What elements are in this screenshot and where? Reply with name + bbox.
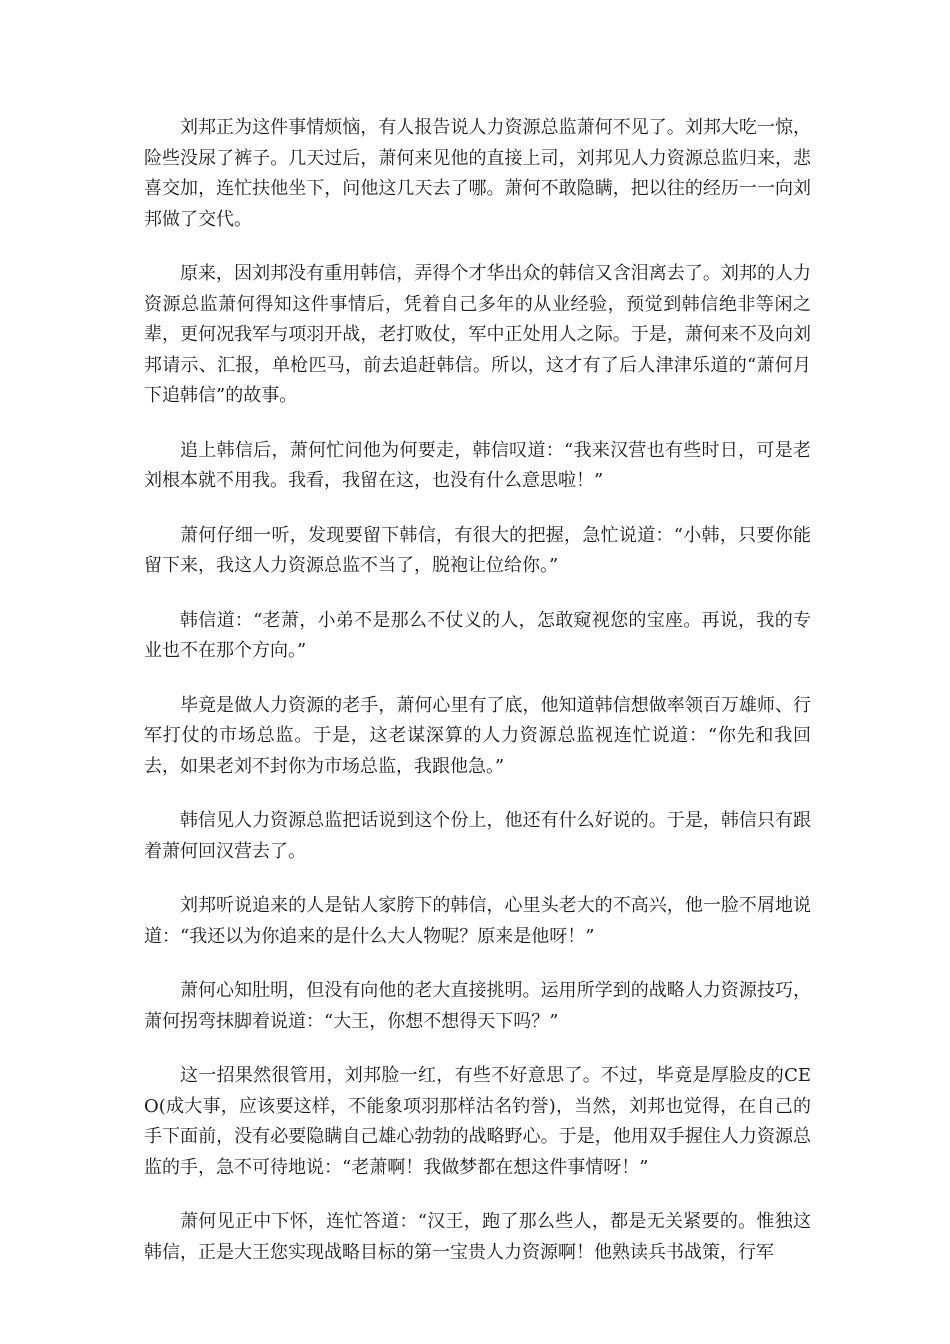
paragraph-2: 原来，因刘邦没有重用韩信，弄得个才华出众的韩信又含泪离去了。刘邦的人力资源总监萧何得知这件事情后，凭着自己多年的从业经验，预觉到韩信绝非等闲之辈，更何况我军与项羽开战，老打败仗，军中正处用人之际。于是，萧何来不及向刘邦请示、汇报，单枪匹马，前去追赶韩信。所以，这才有了后人津津乐道的“萧何月下追韩信”的故事。 bbox=[144, 263, 811, 406]
paragraph-6: 毕竟是做人力资源的老手，萧何心里有了底，他知道韩信想做率领百万雄师、行军打仗的市场总监。于是，这老谋深算的人力资源总监视连忙说道：“你先和我回去，如果老刘不封你为市场总监，我跟他急。” bbox=[144, 694, 811, 777]
document-body bbox=[144, 113, 811, 1292]
paragraph-7: 韩信见人力资源总监把话说到这个份上，他还有什么好说的。于是，韩信只有跟着萧何回汉营去了。 bbox=[144, 810, 811, 862]
paragraph-1: 刘邦正为这件事情烦恼，有人报告说人力资源总监萧何不见了。刘邦大吃一惊，险些没尿了裤子。几天过后，萧何来见他的直接上司，刘邦见人力资源总监归来，悲喜交加，连忙扶他坐下，问他这几天去了哪。萧何不敢隐瞒，把以往的经历一一向刘邦做了交代。 bbox=[144, 117, 811, 230]
paragraph-5: 韩信道：“老萧，小弟不是那么不仗义的人，怎敢窥视您的宝座。再说，我的专业也不在那个方向。” bbox=[144, 609, 811, 661]
paragraph-4: 萧何仔细一听，发现要留下韩信，有很大的把握，急忙说道：“小韩，只要你能留下来，我这人力资源总监不当了，脱袍让位给你。” bbox=[144, 524, 811, 576]
paragraph-8: 刘邦听说追来的人是钻人家胯下的韩信，心里头老大的不高兴，他一脸不屑地说道：“我还以为你追来的是什么大人物呢？原来是他呀！” bbox=[144, 895, 811, 947]
paragraph-10: 这一招果然很管用，刘邦脸一红，有些不好意思了。不过，毕竟是厚脸皮的CEO(成大事，应该要这样，不能象项羽那样沽名钓誉)，当然，刘邦也觉得，在自己的手下面前，没有必要隐瞒自己雄心勃勃的战略野心。于是，他用双手握住人力资源总监的手，急不可待地说：“老萧啊！我做梦都在想这件事情呀！” bbox=[144, 1065, 811, 1178]
paragraph-3: 追上韩信后，萧何忙问他为何要走，韩信叹道：“我来汉营也有些时日，可是老刘根本就不用我。我看，我留在这，也没有什么意思啦！” bbox=[144, 439, 811, 491]
paragraph-11: 萧何见正中下怀，连忙答道：“汉王，跑了那么些人，都是无关紧要的。惟独这韩信，正是大王您实现战略目标的第一宝贵人力资源啊！他熟读兵书战策，行军 bbox=[144, 1211, 811, 1263]
paragraph-9: 萧何心知肚明，但没有向他的老大直接挑明。运用所学到的战略人力资源技巧，萧何拐弯抹脚着说道：“大王，你想不想得天下吗？” bbox=[144, 980, 811, 1032]
